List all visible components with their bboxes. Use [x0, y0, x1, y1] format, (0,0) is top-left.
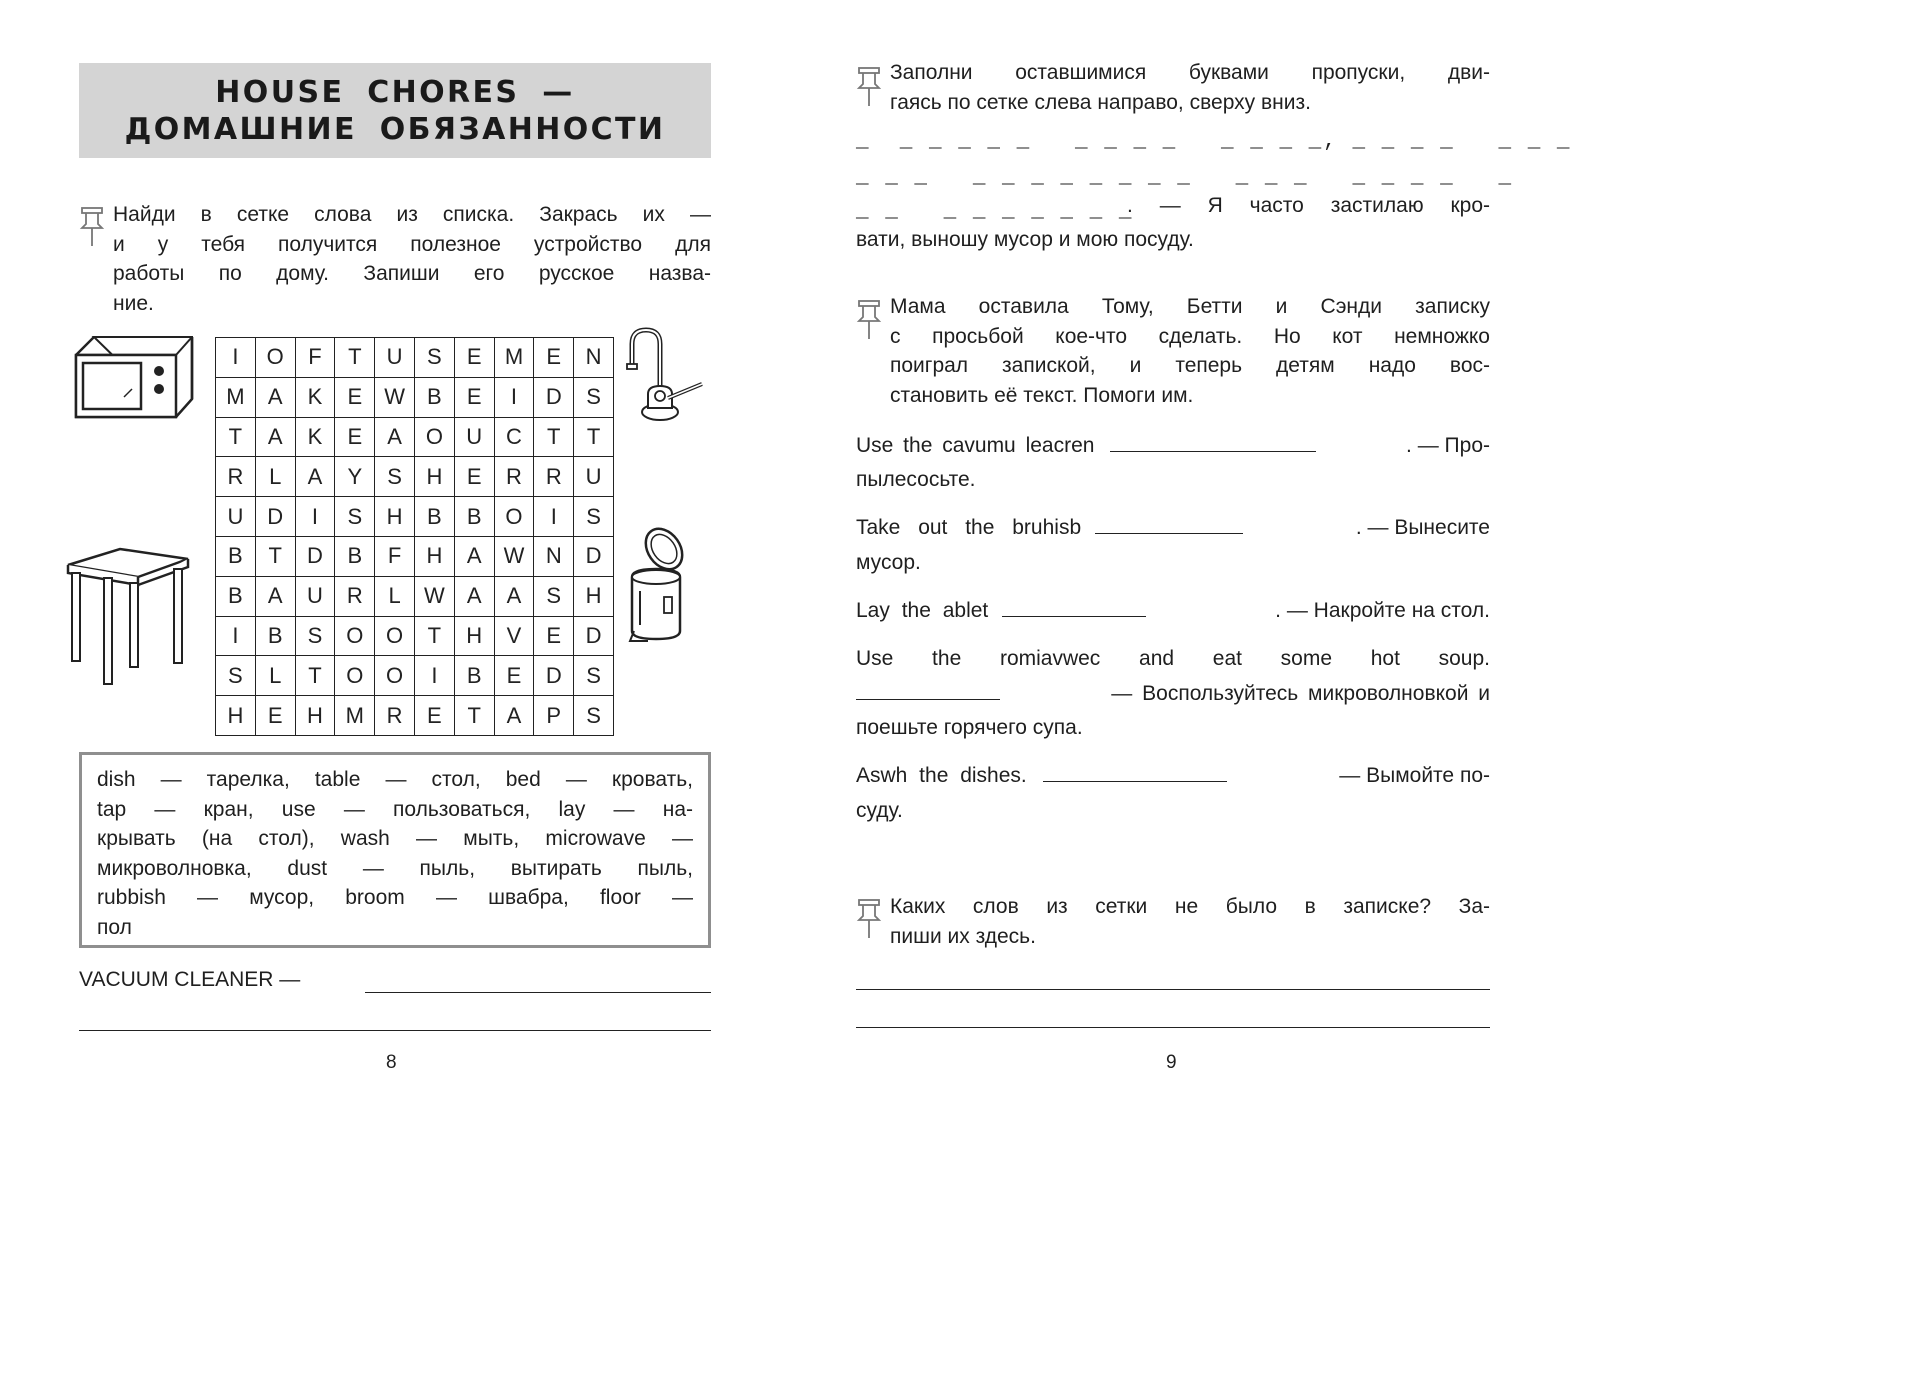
- answer-line[interactable]: [79, 1030, 711, 1031]
- grid-row: [216, 497, 614, 537]
- grid-cell[interactable]: U: [216, 497, 256, 537]
- grid-cell[interactable]: E: [494, 656, 534, 696]
- grid-cell[interactable]: L: [375, 576, 415, 616]
- grid-cell[interactable]: T: [255, 536, 295, 576]
- page-number: 9: [1166, 1052, 1177, 1073]
- grid-cell[interactable]: S: [574, 377, 614, 417]
- grid-cell[interactable]: E: [454, 457, 494, 497]
- grid-cell[interactable]: B: [335, 536, 375, 576]
- scrambled-sentence: Use the cavumu leacren: [856, 434, 1095, 457]
- grid-cell[interactable]: S: [414, 338, 454, 378]
- task1-text: [113, 200, 711, 318]
- title-russian: ДОМАШНИЕ ОБЯЗАННОСТИ: [124, 111, 666, 147]
- grid-cell[interactable]: D: [534, 377, 574, 417]
- scrambled-sentence: Lay the ablet: [856, 599, 989, 622]
- translation: . — Вынесите: [1355, 516, 1490, 539]
- grid-cell[interactable]: A: [454, 536, 494, 576]
- grid-cell[interactable]: U: [295, 576, 335, 616]
- grid-cell[interactable]: S: [295, 616, 335, 656]
- grid-cell[interactable]: A: [255, 417, 295, 457]
- pushpin-icon: [856, 64, 884, 112]
- exercise-table: [856, 599, 1490, 623]
- vocab-line: крывать (на стол), wash — мыть, microwave —: [97, 827, 693, 850]
- trash-can-icon: [626, 527, 692, 645]
- grid-cell[interactable]: E: [255, 696, 295, 736]
- letter-blanks-line[interactable]: _ _ _ _ _ _ _ _ _ _ _ _ _ _, _ _ _ _ _ _ _: [856, 130, 1572, 153]
- grid-cell[interactable]: O: [335, 656, 375, 696]
- translation-end: поешьте горячего супа.: [856, 716, 1083, 739]
- page-title: [79, 63, 711, 158]
- task2-text: [890, 58, 1490, 117]
- grid-cell[interactable]: N: [534, 536, 574, 576]
- task1-line: Найди в сетке слова из списка. Закрась их —: [113, 203, 711, 226]
- grid-cell[interactable]: D: [255, 497, 295, 537]
- grid-cell[interactable]: I: [295, 497, 335, 537]
- grid-row: [216, 576, 614, 616]
- vocab-line: rubbish — мусор, broom — швабра, floor —: [97, 886, 693, 909]
- answer-label: VACUUM CLEANER —: [79, 968, 301, 991]
- grid-cell[interactable]: M: [216, 377, 256, 417]
- grid-cell[interactable]: M: [494, 338, 534, 378]
- grid-cell[interactable]: T: [454, 696, 494, 736]
- grid-row: [216, 377, 614, 417]
- grid-cell[interactable]: F: [295, 338, 335, 378]
- grid-cell[interactable]: E: [414, 696, 454, 736]
- pushpin-icon: [79, 204, 107, 252]
- grid-cell[interactable]: T: [574, 417, 614, 457]
- task4-line: Каких слов из сетки не было в записке? За-: [890, 895, 1490, 918]
- grid-row: [216, 696, 614, 736]
- grid-cell[interactable]: T: [534, 417, 574, 457]
- grid-cell[interactable]: I: [216, 616, 256, 656]
- grid-cell[interactable]: O: [335, 616, 375, 656]
- vocab-line: tap — кран, use — пользоваться, lay — на-: [97, 797, 693, 821]
- grid-cell[interactable]: I: [216, 338, 256, 378]
- grid-cell[interactable]: D: [295, 536, 335, 576]
- grid-cell[interactable]: W: [414, 576, 454, 616]
- answer-blank[interactable]: [1043, 780, 1227, 782]
- pushpin-icon: [856, 896, 884, 944]
- grid-row: [216, 457, 614, 497]
- grid-cell[interactable]: O: [494, 497, 534, 537]
- task3-line: становить её текст. Помоги им.: [890, 383, 1194, 407]
- task1-line: и у тебя получится полезное устройство для: [113, 232, 711, 256]
- grid-cell[interactable]: A: [255, 377, 295, 417]
- letter-blanks-line[interactable]: _ _ _ _ _ _ _ _ _ _ _ _ _ _ _ _ _ _ _: [856, 166, 1514, 189]
- grid-cell[interactable]: S: [534, 576, 574, 616]
- grid-cell[interactable]: B: [414, 377, 454, 417]
- task3-text: [890, 292, 1490, 410]
- grid-cell[interactable]: R: [534, 457, 574, 497]
- grid-cell[interactable]: H: [454, 616, 494, 656]
- task2-line: гаясь по сетке слева направо, сверху вниз.: [890, 90, 1311, 114]
- grid-cell[interactable]: W: [494, 536, 534, 576]
- grid-cell[interactable]: H: [574, 576, 614, 616]
- grid-cell[interactable]: O: [375, 656, 415, 696]
- task4-text: [890, 892, 1490, 951]
- grid-cell[interactable]: B: [414, 497, 454, 537]
- translation: . — Про-: [1406, 434, 1490, 457]
- grid-cell[interactable]: E: [335, 377, 375, 417]
- grid-cell[interactable]: U: [574, 457, 614, 497]
- grid-cell[interactable]: U: [454, 417, 494, 457]
- vocab-line: dish — тарелка, table — стол, bed — кровать,: [97, 768, 693, 791]
- tap-icon: [624, 326, 708, 430]
- grid-cell[interactable]: A: [255, 576, 295, 616]
- scrambled-sentence: Take out the bruhisb: [856, 516, 1082, 539]
- sentence-translation: . — Я часто застилаю кро-: [1127, 194, 1490, 217]
- translation: — Вымойте по-: [1339, 764, 1490, 787]
- grid-cell[interactable]: T: [295, 656, 335, 696]
- word-search-grid: [215, 337, 614, 736]
- grid-cell[interactable]: Y: [335, 457, 375, 497]
- grid-row: [216, 536, 614, 576]
- grid-row: [216, 338, 614, 378]
- grid-cell[interactable]: K: [295, 377, 335, 417]
- answer-blank[interactable]: [1095, 532, 1243, 534]
- grid-cell[interactable]: S: [216, 656, 256, 696]
- exercise-rubbish: [856, 516, 1490, 540]
- grid-cell[interactable]: D: [574, 536, 614, 576]
- grid-cell[interactable]: A: [295, 457, 335, 497]
- grid-cell[interactable]: R: [335, 576, 375, 616]
- task3-line: поиграл запиской, и теперь детям надо вос-: [890, 354, 1490, 377]
- grid-cell[interactable]: E: [534, 338, 574, 378]
- grid-row: [216, 417, 614, 457]
- grid-cell[interactable]: T: [335, 338, 375, 378]
- grid-cell[interactable]: P: [534, 696, 574, 736]
- grid-cell[interactable]: O: [255, 338, 295, 378]
- grid-cell[interactable]: H: [414, 536, 454, 576]
- translation-end: мусор.: [856, 551, 921, 574]
- grid-row: [216, 656, 614, 696]
- microwave-icon: [72, 333, 196, 421]
- vocabulary-box: [79, 752, 711, 948]
- grid-cell[interactable]: R: [494, 457, 534, 497]
- grid-cell[interactable]: T: [414, 616, 454, 656]
- title-english: HOUSE CHORES —: [215, 74, 575, 110]
- scrambled-sentence: Aswh the dishes.: [856, 764, 1027, 787]
- grid-cell[interactable]: B: [216, 536, 256, 576]
- grid-cell[interactable]: A: [375, 417, 415, 457]
- pushpin-icon: [856, 297, 884, 345]
- exercise-microwave: [856, 682, 1490, 706]
- grid-cell[interactable]: S: [574, 656, 614, 696]
- grid-cell[interactable]: B: [454, 497, 494, 537]
- grid-cell[interactable]: N: [574, 338, 614, 378]
- grid-cell[interactable]: I: [534, 497, 574, 537]
- task4-line: пиши их здесь.: [890, 924, 1036, 948]
- translation: — Воспользуйтесь микроволновкой и: [1111, 682, 1490, 705]
- exercise-vacuum: [856, 434, 1490, 458]
- grid-cell[interactable]: H: [414, 457, 454, 497]
- translation: . — Накройте на стол.: [1275, 599, 1490, 622]
- grid-cell[interactable]: E: [454, 338, 494, 378]
- answer-line[interactable]: [856, 989, 1490, 990]
- grid-cell[interactable]: E: [335, 417, 375, 457]
- vocab-line: микроволновка, dust — пыль, вытирать пыль,: [97, 856, 693, 880]
- exercise-wash: [856, 764, 1490, 788]
- grid-cell[interactable]: I: [414, 656, 454, 696]
- stool-icon: [64, 545, 192, 687]
- grid-cell[interactable]: R: [375, 696, 415, 736]
- answer-line[interactable]: [365, 992, 711, 993]
- grid-cell[interactable]: C: [494, 417, 534, 457]
- translation-end: суду.: [856, 799, 903, 822]
- grid-cell[interactable]: K: [295, 417, 335, 457]
- grid-cell[interactable]: A: [494, 696, 534, 736]
- task1-line: работы по дому. Запиши его русское назва-: [113, 262, 711, 285]
- grid-cell[interactable]: S: [335, 497, 375, 537]
- grid-cell[interactable]: A: [454, 576, 494, 616]
- grid-cell[interactable]: D: [534, 656, 574, 696]
- grid-cell[interactable]: H: [295, 696, 335, 736]
- grid-cell[interactable]: B: [255, 616, 295, 656]
- grid-cell[interactable]: U: [375, 338, 415, 378]
- grid-cell[interactable]: I: [494, 377, 534, 417]
- answer-blank[interactable]: [856, 698, 1000, 700]
- answer-blank[interactable]: [1002, 615, 1146, 617]
- grid-cell[interactable]: O: [375, 616, 415, 656]
- grid-cell[interactable]: O: [414, 417, 454, 457]
- grid-cell[interactable]: F: [375, 536, 415, 576]
- grid-cell[interactable]: H: [216, 696, 256, 736]
- grid-cell[interactable]: S: [574, 497, 614, 537]
- page-number: 8: [386, 1052, 397, 1073]
- grid-cell[interactable]: S: [375, 457, 415, 497]
- task3-line: Мама оставила Тому, Бетти и Сэнди записку: [890, 295, 1490, 318]
- answer-blank[interactable]: [1110, 450, 1316, 452]
- grid-cell[interactable]: R: [216, 457, 256, 497]
- grid-cell[interactable]: V: [494, 616, 534, 656]
- vocab-line: пол: [97, 915, 132, 939]
- grid-cell[interactable]: E: [454, 377, 494, 417]
- grid-cell[interactable]: L: [255, 656, 295, 696]
- grid-cell[interactable]: B: [454, 656, 494, 696]
- sentence-translation-end: вати, выношу мусор и мою посуду.: [856, 228, 1194, 251]
- task3-line: с просьбой кое-что сделать. Но кот немножко: [890, 324, 1490, 348]
- grid-cell[interactable]: W: [375, 377, 415, 417]
- letter-blanks-line[interactable]: _ _ _ _ _ _ _ _ _: [856, 200, 1134, 223]
- translation-end: пылесосьте.: [856, 468, 976, 491]
- grid-cell[interactable]: T: [216, 417, 256, 457]
- grid-row: [216, 616, 614, 656]
- answer-line[interactable]: [856, 1027, 1490, 1028]
- grid-cell[interactable]: B: [216, 576, 256, 616]
- task1-line: ние.: [113, 291, 154, 315]
- grid-cell[interactable]: H: [375, 497, 415, 537]
- grid-cell[interactable]: E: [534, 616, 574, 656]
- task2-line: Заполни оставшимися буквами пропуски, дви-: [890, 61, 1490, 84]
- grid-cell[interactable]: L: [255, 457, 295, 497]
- grid-cell[interactable]: M: [335, 696, 375, 736]
- grid-cell[interactable]: S: [574, 696, 614, 736]
- scrambled-sentence: Use the romiavwec and eat some hot soup.: [856, 647, 1490, 670]
- grid-cell[interactable]: A: [494, 576, 534, 616]
- grid-cell[interactable]: D: [574, 616, 614, 656]
